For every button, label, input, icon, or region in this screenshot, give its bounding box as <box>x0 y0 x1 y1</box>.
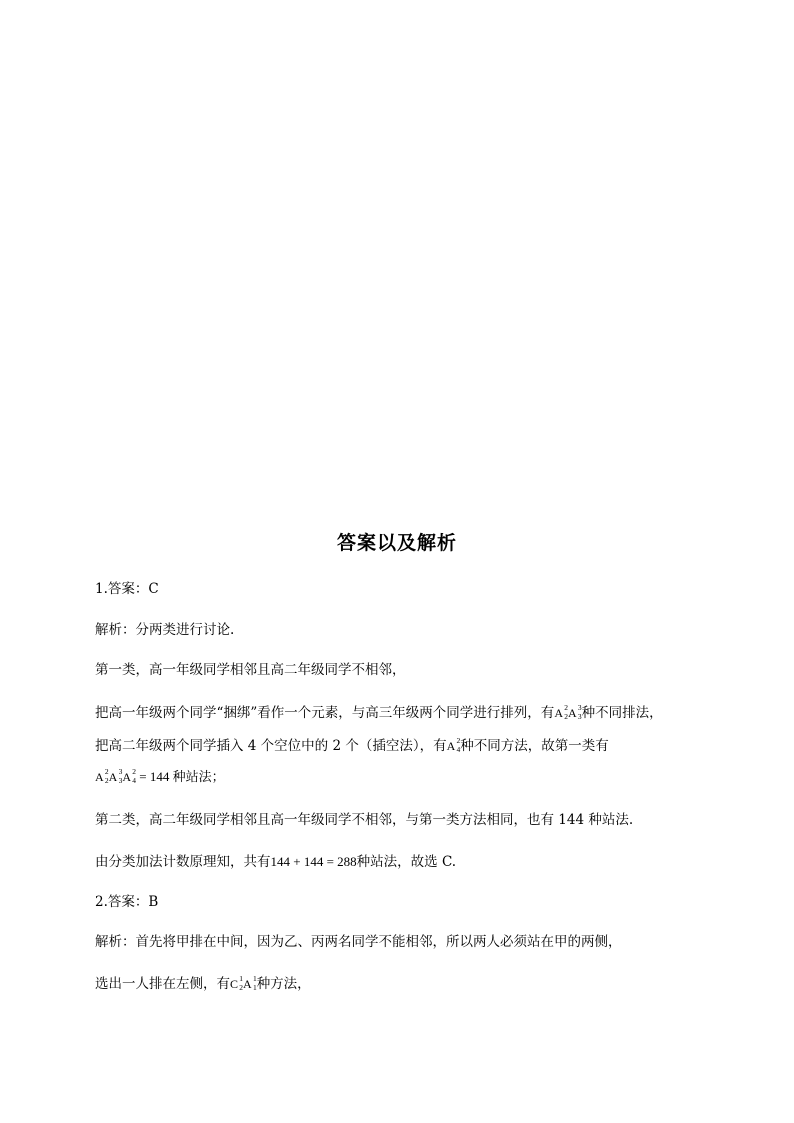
q1-conclusion <box>95 853 456 871</box>
q1-line5-post: 种不同方法，故第一类有 <box>460 738 609 754</box>
perm-a22: A 2 2 <box>554 703 568 721</box>
perm-a42-b: A 2 4 <box>122 767 137 785</box>
perm-a11: A 1 1 <box>243 974 257 992</box>
perm-a42: A 2 4 <box>446 736 461 754</box>
q1-analysis: 解析：分两类进行讨论. <box>95 622 235 638</box>
q2-answer: 2.答案：B <box>95 894 159 910</box>
perm-a33-b: A 3 3 <box>108 767 123 785</box>
q1-answer: 1.答案：C <box>95 581 159 597</box>
comb-c21: C 1 2 <box>230 974 244 992</box>
q2-line3 <box>95 975 311 993</box>
perm-a22-b: A 2 2 <box>95 767 109 785</box>
q1-line5 <box>95 737 609 755</box>
q1-line6-post: = 144 种站法； <box>136 769 225 784</box>
q1-line4-pre: 把高一年级两个同学“捆绑”看作一个元素，与高三年级两个同学进行排列，有 <box>95 705 555 721</box>
q2-line3-pre: 选出一人排在左侧，有 <box>95 976 230 992</box>
q1-conclusion-post: 种站法，故选 C. <box>356 854 457 870</box>
q1-class1-intro: 第一类，高一年级同学相邻且高二年级同学不相邻， <box>95 662 406 678</box>
q2-line3-post: 种方法， <box>256 976 311 992</box>
perm-a33: A 3 3 <box>567 703 582 721</box>
q1-conclusion-pre: 由分类加法计数原理知，共有 <box>95 854 271 870</box>
q1-line5-pre: 把高二年级两个同学插入 4 个空位中的 2 个（插空法），有 <box>95 738 447 754</box>
q1-line4 <box>95 704 663 722</box>
q1-conclusion-math: 144 + 144 = 288 <box>270 854 357 869</box>
q1-line6 <box>95 768 225 786</box>
q1-class2: 第二类，高二年级同学相邻且高一年级同学不相邻，与第一类方法相同，也有 144 种站法. <box>95 812 634 828</box>
q1-line4-post: 种不同排法， <box>581 705 663 721</box>
page-title: 答案以及解析 <box>336 532 457 554</box>
q2-analysis: 解析：首先将甲排在中间，因为乙、丙两名同学不能相邻，所以两人必须站在甲的两侧， <box>95 934 622 950</box>
